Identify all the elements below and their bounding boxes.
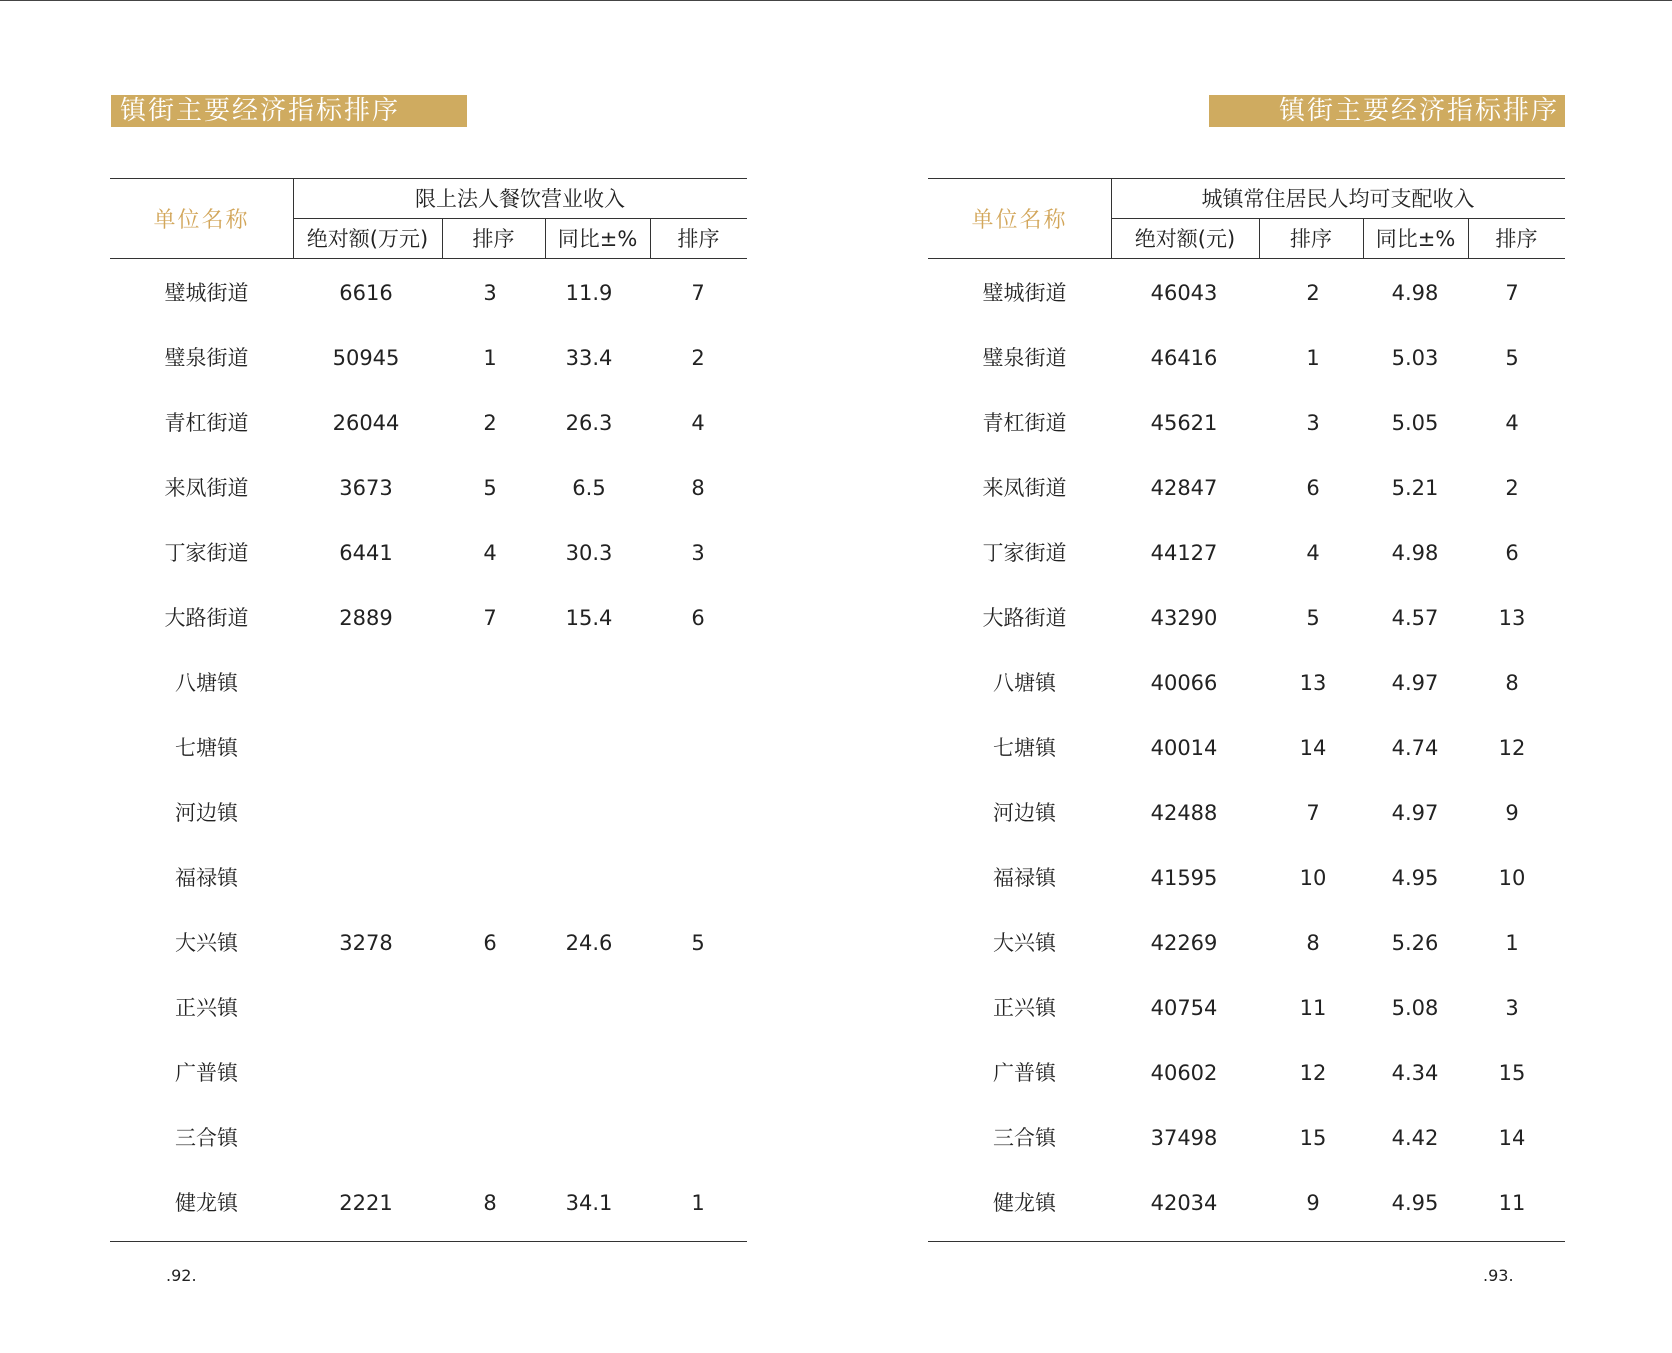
table-row bbox=[110, 843, 747, 908]
amount-cell bbox=[306, 713, 426, 778]
unit-name: 健龙镇 bbox=[993, 1191, 1056, 1215]
table-row bbox=[110, 258, 747, 323]
amount-cell: 3278 bbox=[339, 931, 393, 955]
right-table bbox=[928, 178, 1565, 1242]
rank-yoy-cell: 9 bbox=[1505, 801, 1519, 825]
rank-yoy-cell: 2 bbox=[1505, 476, 1519, 500]
rank-yoy-cell: 3 bbox=[691, 541, 705, 565]
group-header: 城镇常住居民人均可支配收入 bbox=[1201, 187, 1475, 211]
rank-cell: 5 bbox=[483, 476, 497, 500]
rank-cell bbox=[450, 1103, 530, 1168]
amount-cell: 42034 bbox=[1150, 1191, 1218, 1215]
rank-cell: 7 bbox=[483, 606, 497, 630]
amount-cell bbox=[306, 778, 426, 843]
rank-cell: 9 bbox=[1306, 1191, 1320, 1215]
amount-cell: 2889 bbox=[339, 606, 393, 630]
rank-yoy-cell: 4 bbox=[1505, 411, 1519, 435]
rank-cell: 6 bbox=[483, 931, 497, 955]
table-row bbox=[110, 713, 747, 778]
rank-yoy-cell bbox=[658, 1103, 738, 1168]
yoy-cell: 30.3 bbox=[565, 541, 613, 565]
rank-cell: 11 bbox=[1299, 996, 1327, 1020]
rank-cell: 3 bbox=[483, 281, 497, 305]
rank-cell: 1 bbox=[1306, 346, 1320, 370]
column-header-rank-yoy: 排序 bbox=[677, 227, 720, 251]
unit-name-header: 单位名称 bbox=[153, 207, 250, 233]
amount-cell bbox=[306, 973, 426, 1038]
unit-name: 青杠街道 bbox=[164, 411, 249, 435]
unit-name: 大路街道 bbox=[164, 606, 249, 630]
unit-name: 璧泉街道 bbox=[164, 346, 249, 370]
table-row bbox=[928, 843, 1565, 908]
table-row bbox=[928, 388, 1565, 453]
rank-cell bbox=[450, 648, 530, 713]
right-page-banner: 镇街主要经济指标排序 bbox=[1209, 95, 1565, 127]
unit-name: 八塘镇 bbox=[175, 671, 238, 695]
yoy-cell: 4.42 bbox=[1391, 1126, 1439, 1150]
amount-cell: 37498 bbox=[1150, 1126, 1218, 1150]
yoy-cell: 26.3 bbox=[565, 411, 613, 435]
table-row bbox=[928, 258, 1565, 323]
amount-cell bbox=[306, 1038, 426, 1103]
table-row bbox=[928, 778, 1565, 843]
unit-name: 大路街道 bbox=[982, 606, 1067, 630]
yoy-cell bbox=[540, 1038, 638, 1103]
yoy-cell: 5.05 bbox=[1391, 411, 1439, 435]
rank-cell: 13 bbox=[1299, 671, 1327, 695]
column-header-rank-yoy: 排序 bbox=[1495, 227, 1538, 251]
rank-cell bbox=[450, 778, 530, 843]
unit-name: 八塘镇 bbox=[993, 671, 1056, 695]
table-row bbox=[928, 323, 1565, 388]
rank-cell: 4 bbox=[1306, 541, 1320, 565]
rank-yoy-cell: 1 bbox=[691, 1191, 705, 1215]
rank-cell: 10 bbox=[1299, 866, 1327, 890]
rank-yoy-cell: 8 bbox=[691, 476, 705, 500]
yoy-cell: 5.03 bbox=[1391, 346, 1439, 370]
table-row bbox=[110, 1038, 747, 1103]
yoy-cell: 6.5 bbox=[572, 476, 606, 500]
unit-name: 璧城街道 bbox=[982, 281, 1067, 305]
rank-yoy-cell bbox=[658, 713, 738, 778]
amount-cell: 46416 bbox=[1150, 346, 1218, 370]
amount-cell: 42269 bbox=[1150, 931, 1218, 955]
table-row bbox=[928, 453, 1565, 518]
rank-yoy-cell: 2 bbox=[691, 346, 705, 370]
table-row bbox=[928, 648, 1565, 713]
unit-name: 福禄镇 bbox=[993, 866, 1056, 890]
table-row bbox=[928, 1168, 1565, 1233]
left-page-banner: 镇街主要经济指标排序 bbox=[111, 95, 467, 127]
rank-yoy-cell: 7 bbox=[1505, 281, 1519, 305]
yoy-cell: 33.4 bbox=[565, 346, 613, 370]
amount-cell: 3673 bbox=[339, 476, 393, 500]
table-row bbox=[928, 518, 1565, 583]
rank-cell bbox=[450, 1038, 530, 1103]
table-row bbox=[110, 453, 747, 518]
yoy-cell bbox=[540, 843, 638, 908]
amount-cell: 44127 bbox=[1150, 541, 1218, 565]
yoy-cell: 5.26 bbox=[1391, 931, 1439, 955]
rank-yoy-cell: 4 bbox=[691, 411, 705, 435]
rank-cell: 2 bbox=[483, 411, 497, 435]
table-row bbox=[110, 518, 747, 583]
top-border bbox=[0, 0, 1672, 1]
unit-name: 广普镇 bbox=[175, 1061, 238, 1085]
yoy-cell: 4.97 bbox=[1391, 801, 1439, 825]
yoy-cell: 4.97 bbox=[1391, 671, 1439, 695]
rank-cell: 2 bbox=[1306, 281, 1320, 305]
yoy-cell: 5.08 bbox=[1391, 996, 1439, 1020]
yoy-cell bbox=[540, 1103, 638, 1168]
table-row bbox=[928, 908, 1565, 973]
rank-yoy-cell: 12 bbox=[1498, 736, 1526, 760]
amount-cell: 50945 bbox=[332, 346, 400, 370]
rank-cell bbox=[450, 843, 530, 908]
amount-cell: 42847 bbox=[1150, 476, 1218, 500]
table-row bbox=[110, 778, 747, 843]
unit-name: 福禄镇 bbox=[175, 866, 238, 890]
yoy-cell bbox=[540, 713, 638, 778]
amount-cell: 26044 bbox=[332, 411, 400, 435]
rank-yoy-cell: 11 bbox=[1498, 1191, 1526, 1215]
unit-name: 健龙镇 bbox=[175, 1191, 238, 1215]
rank-cell: 4 bbox=[483, 541, 497, 565]
table-row bbox=[110, 583, 747, 648]
table-row bbox=[928, 1103, 1565, 1168]
rank-yoy-cell: 8 bbox=[1505, 671, 1519, 695]
amount-cell: 40602 bbox=[1150, 1061, 1218, 1085]
column-header-rank: 排序 bbox=[1290, 227, 1332, 251]
rank-yoy-cell bbox=[658, 648, 738, 713]
table-row bbox=[928, 973, 1565, 1038]
column-header-rank: 排序 bbox=[472, 227, 515, 251]
unit-name: 三合镇 bbox=[175, 1126, 238, 1150]
amount-cell: 40066 bbox=[1150, 671, 1218, 695]
yoy-cell: 4.95 bbox=[1391, 866, 1439, 890]
unit-name: 七塘镇 bbox=[993, 736, 1056, 760]
column-header-amount: 绝对额(万元) bbox=[306, 227, 429, 251]
table-row bbox=[110, 908, 747, 973]
yoy-cell: 11.9 bbox=[565, 281, 613, 305]
table-row bbox=[110, 388, 747, 453]
rank-yoy-cell: 10 bbox=[1498, 866, 1526, 890]
unit-name-header: 单位名称 bbox=[971, 207, 1068, 233]
yoy-cell bbox=[540, 973, 638, 1038]
yoy-cell: 4.98 bbox=[1391, 281, 1439, 305]
rank-yoy-cell: 5 bbox=[691, 931, 705, 955]
amount-cell: 41595 bbox=[1150, 866, 1218, 890]
amount-cell: 40014 bbox=[1150, 736, 1218, 760]
rank-yoy-cell bbox=[658, 778, 738, 843]
unit-name: 璧泉街道 bbox=[982, 346, 1067, 370]
table-row bbox=[928, 713, 1565, 778]
rank-yoy-cell: 14 bbox=[1498, 1126, 1526, 1150]
yoy-cell: 4.74 bbox=[1391, 736, 1439, 760]
unit-name: 河边镇 bbox=[993, 801, 1056, 825]
amount-cell bbox=[306, 1103, 426, 1168]
rank-cell bbox=[450, 973, 530, 1038]
yoy-cell: 24.6 bbox=[565, 931, 613, 955]
yoy-cell bbox=[540, 778, 638, 843]
left-page-number: .92. bbox=[166, 1266, 197, 1285]
column-header-amount: 绝对额(元) bbox=[1134, 227, 1236, 251]
unit-name: 大兴镇 bbox=[993, 931, 1056, 955]
rank-cell: 15 bbox=[1299, 1126, 1327, 1150]
rank-cell: 8 bbox=[483, 1191, 497, 1215]
unit-name: 三合镇 bbox=[993, 1126, 1056, 1150]
amount-cell: 6616 bbox=[339, 281, 393, 305]
rank-yoy-cell bbox=[658, 1038, 738, 1103]
rank-cell: 5 bbox=[1306, 606, 1320, 630]
table-row bbox=[110, 1168, 747, 1233]
rank-cell: 6 bbox=[1306, 476, 1320, 500]
right-page-number: .93. bbox=[1483, 1266, 1514, 1285]
rank-yoy-cell: 6 bbox=[691, 606, 705, 630]
unit-name: 璧城街道 bbox=[164, 281, 249, 305]
left-table bbox=[110, 178, 747, 1242]
rank-yoy-cell bbox=[658, 843, 738, 908]
yoy-cell: 34.1 bbox=[565, 1191, 613, 1215]
column-header-yoy: 同比±% bbox=[557, 227, 638, 251]
unit-name: 广普镇 bbox=[993, 1061, 1056, 1085]
yoy-cell: 4.95 bbox=[1391, 1191, 1439, 1215]
table-row bbox=[928, 1038, 1565, 1103]
rank-cell bbox=[450, 713, 530, 778]
rank-yoy-cell: 13 bbox=[1498, 606, 1526, 630]
yoy-cell: 5.21 bbox=[1391, 476, 1439, 500]
amount-cell: 6441 bbox=[339, 541, 393, 565]
amount-cell: 45621 bbox=[1150, 411, 1218, 435]
rank-yoy-cell: 15 bbox=[1498, 1061, 1526, 1085]
amount-cell: 42488 bbox=[1150, 801, 1218, 825]
amount-cell: 2221 bbox=[339, 1191, 393, 1215]
table-row bbox=[110, 973, 747, 1038]
rank-yoy-cell: 5 bbox=[1505, 346, 1519, 370]
yoy-cell bbox=[540, 648, 638, 713]
amount-cell: 43290 bbox=[1150, 606, 1218, 630]
rank-yoy-cell: 6 bbox=[1505, 541, 1519, 565]
rank-yoy-cell: 3 bbox=[1505, 996, 1519, 1020]
rank-cell: 12 bbox=[1299, 1061, 1327, 1085]
rank-cell: 1 bbox=[483, 346, 497, 370]
group-header: 限上法人餐饮营业收入 bbox=[415, 187, 625, 211]
yoy-cell: 15.4 bbox=[565, 606, 613, 630]
unit-name: 丁家街道 bbox=[164, 541, 249, 565]
unit-name: 来凤街道 bbox=[982, 476, 1067, 500]
unit-name: 青杠街道 bbox=[982, 411, 1067, 435]
rank-cell: 3 bbox=[1306, 411, 1320, 435]
rank-cell: 7 bbox=[1306, 801, 1320, 825]
amount-cell: 40754 bbox=[1150, 996, 1218, 1020]
unit-name: 正兴镇 bbox=[993, 996, 1056, 1020]
unit-name: 来凤街道 bbox=[164, 476, 249, 500]
unit-name: 大兴镇 bbox=[175, 931, 238, 955]
rank-cell: 8 bbox=[1306, 931, 1320, 955]
table-body bbox=[928, 258, 1565, 1233]
rank-cell: 14 bbox=[1299, 736, 1327, 760]
unit-name: 河边镇 bbox=[175, 801, 238, 825]
column-header-yoy: 同比±% bbox=[1375, 227, 1456, 251]
table-row bbox=[110, 648, 747, 713]
amount-cell: 46043 bbox=[1150, 281, 1218, 305]
yoy-cell: 4.57 bbox=[1391, 606, 1439, 630]
rank-yoy-cell: 7 bbox=[691, 281, 705, 305]
unit-name: 正兴镇 bbox=[175, 996, 238, 1020]
table-row bbox=[928, 583, 1565, 648]
table-row bbox=[110, 1103, 747, 1168]
amount-cell bbox=[306, 648, 426, 713]
yoy-cell: 4.34 bbox=[1391, 1061, 1439, 1085]
table-bottom-rule bbox=[110, 1241, 747, 1242]
table-bottom-rule bbox=[928, 1241, 1565, 1242]
yoy-cell: 4.98 bbox=[1391, 541, 1439, 565]
amount-cell bbox=[306, 843, 426, 908]
table-body bbox=[110, 258, 747, 1233]
unit-name: 七塘镇 bbox=[175, 736, 238, 760]
table-row bbox=[110, 323, 747, 388]
unit-name: 丁家街道 bbox=[982, 541, 1067, 565]
rank-yoy-cell bbox=[658, 973, 738, 1038]
rank-yoy-cell: 1 bbox=[1505, 931, 1519, 955]
